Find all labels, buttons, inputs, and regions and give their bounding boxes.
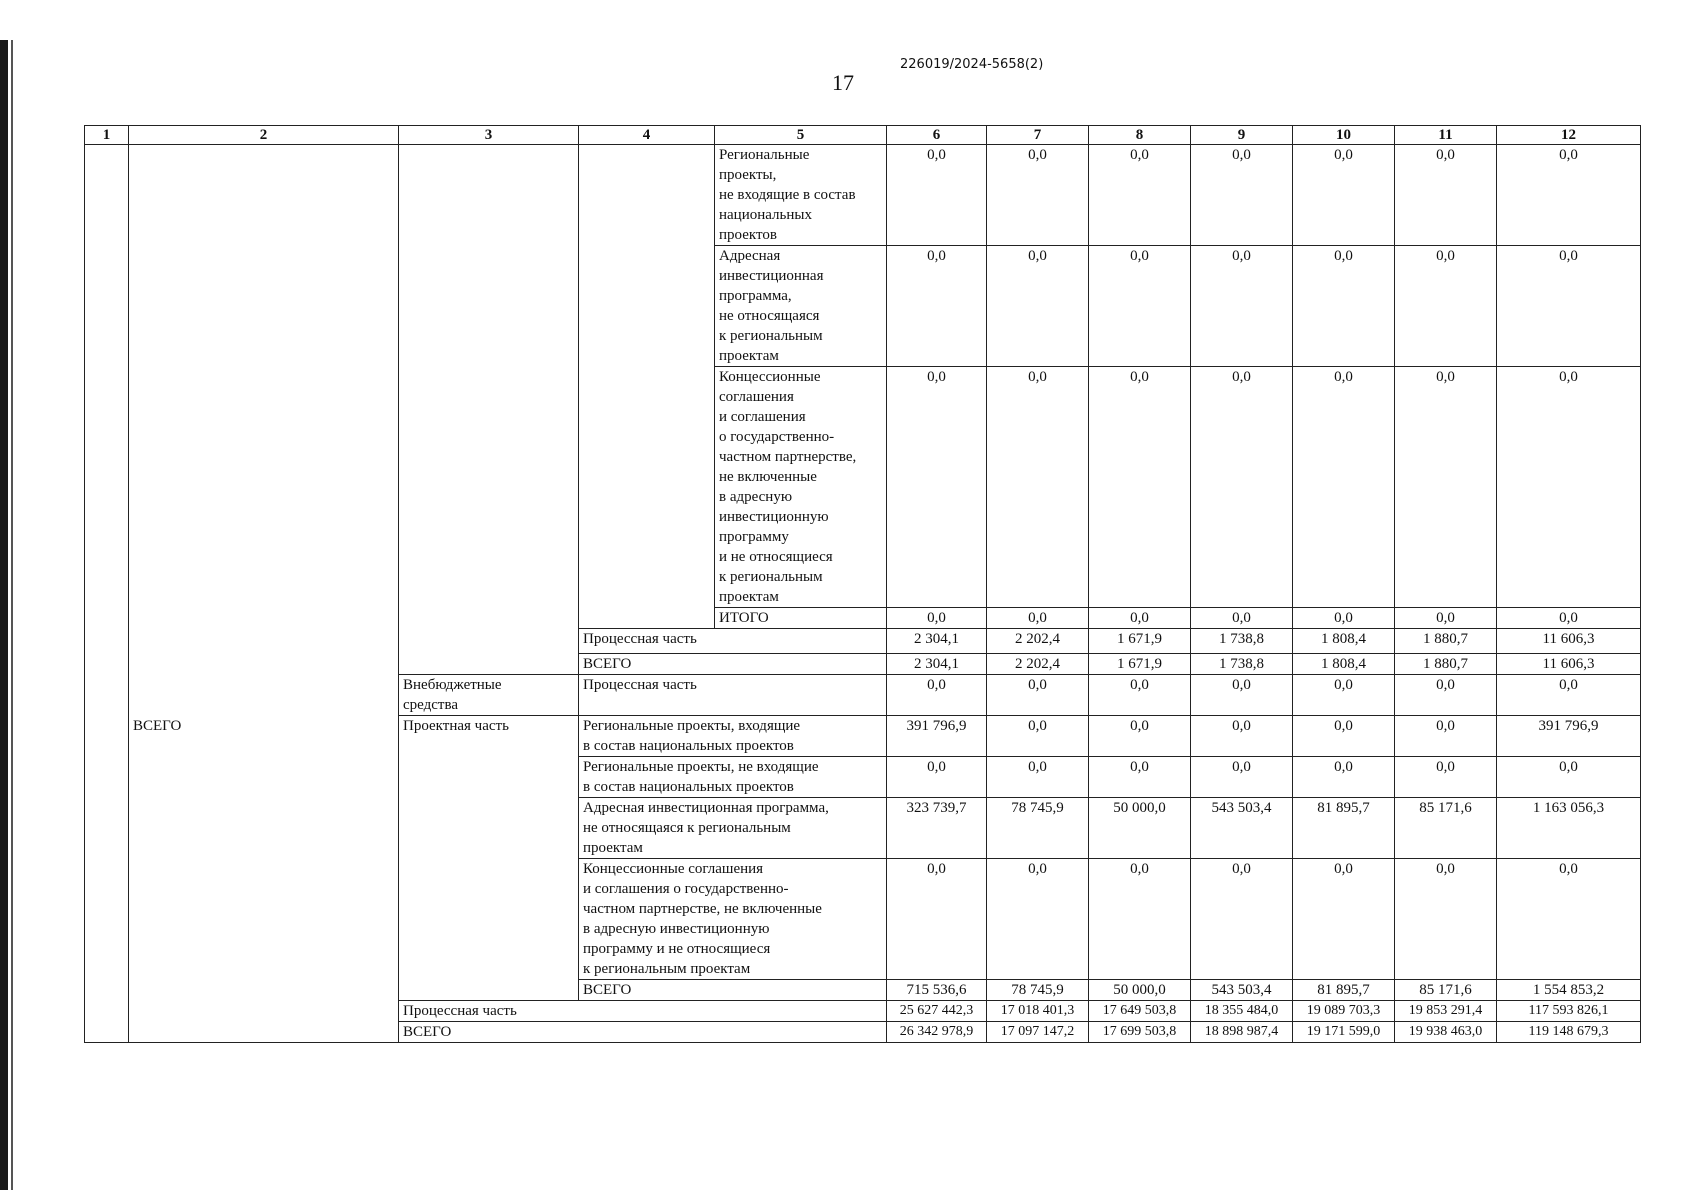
registration-stamp: 226019/2024-5658(2)	[900, 57, 1044, 72]
row-label: ВСЕГО	[579, 980, 887, 1001]
value-cell: 0,0	[1497, 757, 1641, 798]
value-cell: 26 342 978,9	[887, 1022, 987, 1043]
row-label: Концессионные соглашения и соглашения о государственно- частном партнерстве, не включенные в адресную инвестиционную программу и не относящиеся к региональным проектам	[715, 367, 887, 608]
value-cell: 78 745,9	[987, 980, 1089, 1001]
value-cell: 0,0	[887, 145, 987, 246]
value-cell: 0,0	[1089, 675, 1191, 716]
value-cell: 1 554 853,2	[1497, 980, 1641, 1001]
value-cell: 0,0	[1191, 246, 1293, 367]
value-cell: 11 606,3	[1497, 654, 1641, 675]
value-cell: 0,0	[1497, 608, 1641, 629]
value-cell: 19 089 703,3	[1293, 1001, 1395, 1022]
value-cell: 1 880,7	[1395, 629, 1497, 654]
value-cell: 2 304,1	[887, 629, 987, 654]
value-cell: 0,0	[1191, 859, 1293, 980]
value-cell: 0,0	[1395, 859, 1497, 980]
value-cell: 543 503,4	[1191, 980, 1293, 1001]
value-cell: 19 938 463,0	[1395, 1022, 1497, 1043]
value-cell: 323 739,7	[887, 798, 987, 859]
value-cell: 17 018 401,3	[987, 1001, 1089, 1022]
value-cell: 1 738,8	[1191, 629, 1293, 654]
value-cell: 85 171,6	[1395, 798, 1497, 859]
value-cell: 81 895,7	[1293, 980, 1395, 1001]
scan-edge	[0, 40, 8, 1190]
scan-edge-line	[11, 40, 13, 1190]
value-cell: 0,0	[1395, 367, 1497, 608]
value-cell: 1 163 056,3	[1497, 798, 1641, 859]
value-cell: 0,0	[1089, 859, 1191, 980]
value-cell: 0,0	[1395, 757, 1497, 798]
value-cell: 2 202,4	[987, 654, 1089, 675]
total-label: ВСЕГО	[129, 716, 399, 1043]
value-cell: 0,0	[987, 367, 1089, 608]
row-label: ВСЕГО	[579, 654, 887, 675]
row-label: Процессная часть	[579, 675, 887, 716]
value-cell: 78 745,9	[987, 798, 1089, 859]
value-cell: 117 593 826,1	[1497, 1001, 1641, 1022]
column-header: 6	[887, 126, 987, 145]
value-cell: 0,0	[1293, 145, 1395, 246]
value-cell: 0,0	[887, 367, 987, 608]
value-cell: 0,0	[1191, 675, 1293, 716]
column-header: 4	[579, 126, 715, 145]
col1-cell	[85, 145, 129, 1043]
value-cell: 543 503,4	[1191, 798, 1293, 859]
value-cell: 0,0	[1293, 246, 1395, 367]
value-cell: 81 895,7	[1293, 798, 1395, 859]
value-cell: 0,0	[1089, 716, 1191, 757]
column-header: 12	[1497, 126, 1641, 145]
row-label: Адресная инвестиционная программа, не относящаяся к региональным проектам	[579, 798, 887, 859]
col2-cell	[129, 145, 399, 716]
row-label: Региональные проекты, входящие в состав национальных проектов	[579, 716, 887, 757]
value-cell: 0,0	[1089, 246, 1191, 367]
value-cell: 0,0	[1089, 145, 1191, 246]
page-number: 17	[832, 70, 854, 95]
value-cell: 0,0	[1395, 246, 1497, 367]
row-label: ВСЕГО	[399, 1022, 887, 1043]
value-cell: 25 627 442,3	[887, 1001, 987, 1022]
value-cell: 50 000,0	[1089, 798, 1191, 859]
value-cell: 0,0	[1395, 145, 1497, 246]
value-cell: 1 671,9	[1089, 629, 1191, 654]
value-cell: 0,0	[1293, 608, 1395, 629]
value-cell: 50 000,0	[1089, 980, 1191, 1001]
value-cell: 0,0	[1497, 367, 1641, 608]
value-cell: 0,0	[987, 859, 1089, 980]
value-cell: 0,0	[1395, 675, 1497, 716]
value-cell: 1 880,7	[1395, 654, 1497, 675]
value-cell: 0,0	[887, 675, 987, 716]
value-cell: 17 649 503,8	[1089, 1001, 1191, 1022]
value-cell: 0,0	[1191, 145, 1293, 246]
value-cell: 0,0	[1497, 675, 1641, 716]
column-header: 7	[987, 126, 1089, 145]
value-cell: 1 808,4	[1293, 629, 1395, 654]
value-cell: 18 355 484,0	[1191, 1001, 1293, 1022]
column-number-row	[85, 126, 1641, 145]
value-cell: 0,0	[1293, 367, 1395, 608]
col4-cell	[579, 145, 715, 629]
value-cell: 19 853 291,4	[1395, 1001, 1497, 1022]
value-cell: 0,0	[1191, 716, 1293, 757]
value-cell: 0,0	[887, 608, 987, 629]
value-cell: 0,0	[1497, 859, 1641, 980]
value-cell: 715 536,6	[887, 980, 987, 1001]
value-cell: 0,0	[987, 246, 1089, 367]
row-label: Процессная часть	[579, 629, 887, 654]
value-cell: 0,0	[987, 675, 1089, 716]
table-row	[85, 145, 1641, 246]
value-cell: 0,0	[1191, 367, 1293, 608]
column-header: 9	[1191, 126, 1293, 145]
value-cell: 391 796,9	[1497, 716, 1641, 757]
value-cell: 0,0	[1293, 757, 1395, 798]
row-label: Региональные проекты, не входящие в состав национальных проектов	[715, 145, 887, 246]
row-label: ИТОГО	[715, 608, 887, 629]
value-cell: 119 148 679,3	[1497, 1022, 1641, 1043]
value-cell: 18 898 987,4	[1191, 1022, 1293, 1043]
value-cell: 17 699 503,8	[1089, 1022, 1191, 1043]
value-cell: 11 606,3	[1497, 629, 1641, 654]
column-header: 3	[399, 126, 579, 145]
funding-source-label: Внебюджетные средства	[399, 675, 579, 716]
value-cell: 0,0	[1293, 859, 1395, 980]
value-cell: 0,0	[887, 757, 987, 798]
column-header: 1	[85, 126, 129, 145]
column-header: 2	[129, 126, 399, 145]
value-cell: 0,0	[1191, 757, 1293, 798]
value-cell: 0,0	[1497, 246, 1641, 367]
value-cell: 0,0	[987, 716, 1089, 757]
column-header: 8	[1089, 126, 1191, 145]
column-header: 11	[1395, 126, 1497, 145]
row-label: Процессная часть	[399, 1001, 887, 1022]
value-cell: 0,0	[887, 859, 987, 980]
table-row	[85, 716, 1641, 757]
value-cell: 17 097 147,2	[987, 1022, 1089, 1043]
value-cell: 0,0	[987, 145, 1089, 246]
value-cell: 1 808,4	[1293, 654, 1395, 675]
value-cell: 0,0	[1089, 757, 1191, 798]
value-cell: 0,0	[1089, 608, 1191, 629]
value-cell: 1 671,9	[1089, 654, 1191, 675]
value-cell: 391 796,9	[887, 716, 987, 757]
value-cell: 1 738,8	[1191, 654, 1293, 675]
row-label: Региональные проекты, не входящие в состав национальных проектов	[579, 757, 887, 798]
project-part-label: Проектная часть	[399, 716, 579, 1001]
col3-cell	[399, 145, 579, 675]
value-cell: 0,0	[1497, 145, 1641, 246]
value-cell: 0,0	[1191, 608, 1293, 629]
value-cell: 19 171 599,0	[1293, 1022, 1395, 1043]
value-cell: 0,0	[987, 757, 1089, 798]
value-cell: 0,0	[1395, 608, 1497, 629]
column-header: 10	[1293, 126, 1395, 145]
column-header: 5	[715, 126, 887, 145]
value-cell: 0,0	[887, 246, 987, 367]
row-label: Адресная инвестиционная программа, не относящаяся к региональным проектам	[715, 246, 887, 367]
value-cell: 2 202,4	[987, 629, 1089, 654]
value-cell: 0,0	[1089, 367, 1191, 608]
row-label: Концессионные соглашения и соглашения о государственно- частном партнерстве, не включенные в адресную инвестиционную программу и не относящиеся к региональным проектам	[579, 859, 887, 980]
value-cell: 85 171,6	[1395, 980, 1497, 1001]
value-cell: 0,0	[1293, 716, 1395, 757]
budget-table	[84, 125, 1641, 1043]
value-cell: 0,0	[1293, 675, 1395, 716]
value-cell: 0,0	[1395, 716, 1497, 757]
value-cell: 0,0	[987, 608, 1089, 629]
value-cell: 2 304,1	[887, 654, 987, 675]
